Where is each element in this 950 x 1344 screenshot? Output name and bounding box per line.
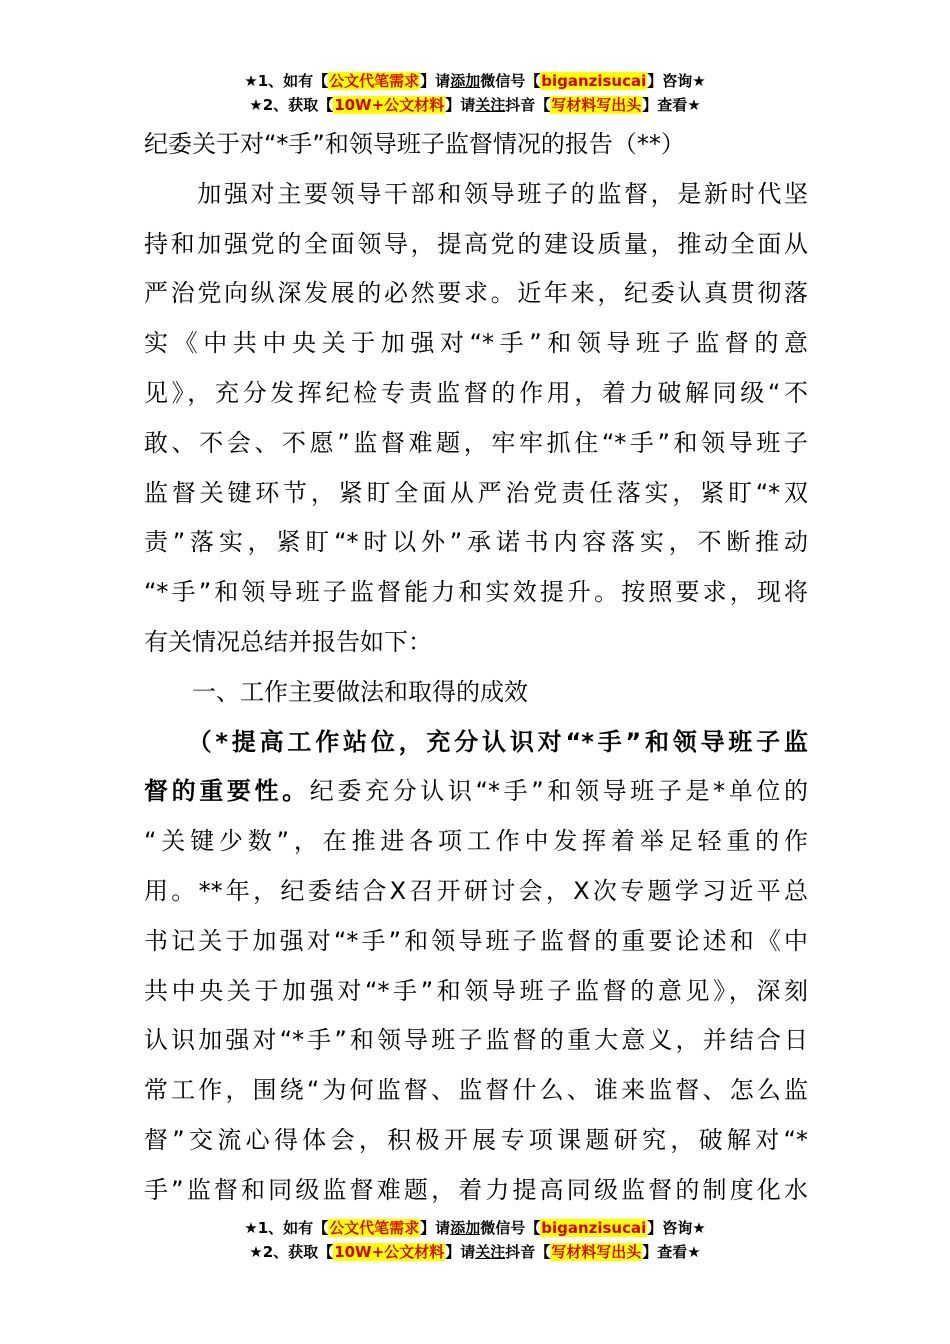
section-heading: 一、工作主要做法和取得的成效 — [144, 677, 528, 706]
banner-text: ★2、获取【 — [249, 96, 334, 114]
banner-line-2 — [0, 1240, 950, 1264]
paragraph-line: 加强对主要领导干部和领导班子的监督，是新时代坚 — [144, 179, 808, 208]
banner-text: 】请 — [420, 1219, 451, 1237]
paragraph-line: 共中央关于加强对“*手”和领导班子监督的意见》，深刻 — [144, 976, 808, 1005]
banner-text: 】请 — [420, 72, 451, 90]
banner-underlined: 添加 — [450, 1219, 481, 1237]
paragraph-line: 持和加强党的全面领导，提高党的建设质量，推动全面从 — [144, 229, 808, 258]
paragraph-line: 用。**年，纪委结合X召开研讨会，X次专题学习近平总 — [144, 876, 808, 905]
paragraph-line: 有关情况总结并报告如下： — [144, 627, 432, 656]
paragraph-line: “*手”和领导班子监督能力和实效提升。按照要求，现将 — [144, 578, 808, 607]
header-banner — [0, 69, 950, 117]
banner-highlight: 10W+公文材料 — [334, 96, 445, 114]
banner-text: 微信号【 — [480, 1219, 541, 1237]
subsection-heading: （*提高工作站位，充分认识对“*手”和领导班子监 — [144, 727, 808, 756]
footer-banner — [0, 1216, 950, 1264]
paragraph-line: 见》，充分发挥纪检专责监督的作用，着力破解同级“不 — [144, 378, 808, 407]
banner-underlined: 关注 — [475, 96, 506, 114]
paragraph-line: 监督关键环节，紧盯全面从严治党责任落实，紧盯“*双 — [144, 478, 808, 507]
paragraph-line: 手”监督和同级监督难题，着力提高同级监督的制度化水 — [144, 1175, 808, 1204]
banner-text: 微信号【 — [480, 72, 541, 90]
banner-text: 】咨询★ — [647, 1219, 706, 1237]
banner-highlight: 公文代笔需求 — [329, 1219, 420, 1237]
banner-text: 】咨询★ — [647, 72, 706, 90]
paragraph-text: 纪委充分认识“*手”和领导班子是*单位的 — [309, 777, 808, 806]
banner-line-1 — [0, 1216, 950, 1240]
document-body — [144, 120, 808, 1216]
banner-text: 抖音【 — [505, 1243, 551, 1261]
paragraph-line: 常工作，围绕“为何监督、监督什么、谁来监督、怎么监 — [144, 1076, 808, 1105]
banner-wechat-id: biganzisucai — [541, 1219, 647, 1237]
banner-douyin-id: 写材料写出头 — [551, 1243, 642, 1261]
banner-underlined: 关注 — [475, 1243, 506, 1261]
banner-text: ★2、获取【 — [249, 1243, 334, 1261]
banner-underlined: 添加 — [450, 72, 481, 90]
banner-text: 】查看★ — [642, 1243, 701, 1261]
document-title: 纪委关于对“*手”和领导班子监督情况的报告（**） — [144, 130, 685, 158]
banner-text: 】查看★ — [642, 96, 701, 114]
banner-text: ★1、如有【 — [244, 72, 329, 90]
banner-highlight: 公文代笔需求 — [329, 72, 420, 90]
banner-text: 】请 — [445, 1243, 476, 1261]
banner-wechat-id: biganzisucai — [541, 72, 647, 90]
banner-text: 抖音【 — [505, 96, 551, 114]
paragraph-line: 认识加强对“*手”和领导班子监督的重大意义，并结合日 — [144, 1026, 808, 1055]
paragraph-line: 敢、不会、不愿”监督难题，牢牢抓住“*手”和领导班子 — [144, 428, 808, 457]
banner-douyin-id: 写材料写出头 — [551, 96, 642, 114]
paragraph-line: “关键少数”，在推进各项工作中发挥着举足轻重的作 — [144, 827, 808, 856]
banner-line-1 — [0, 69, 950, 93]
banner-line-2 — [0, 93, 950, 117]
banner-text: 】请 — [445, 96, 476, 114]
paragraph-line: 责”落实，紧盯“*时以外”承诺书内容落实，不断推动 — [144, 528, 808, 557]
paragraph-line: 书记关于加强对“*手”和领导班子监督的重要论述和《中 — [144, 926, 808, 955]
paragraph-line — [144, 767, 808, 817]
banner-text: ★1、如有【 — [244, 1219, 329, 1237]
paragraph-line: 督”交流心得体会，积极开展专项课题研究，破解对“* — [144, 1125, 808, 1154]
paragraph-line: 实《中共中央关于加强对“*手”和领导班子监督的意 — [144, 329, 808, 358]
subsection-heading-end: 督的重要性。 — [144, 777, 310, 806]
paragraph-line: 严治党向纵深发展的必然要求。近年来，纪委认真贯彻落 — [144, 279, 808, 308]
banner-highlight: 10W+公文材料 — [334, 1243, 445, 1261]
